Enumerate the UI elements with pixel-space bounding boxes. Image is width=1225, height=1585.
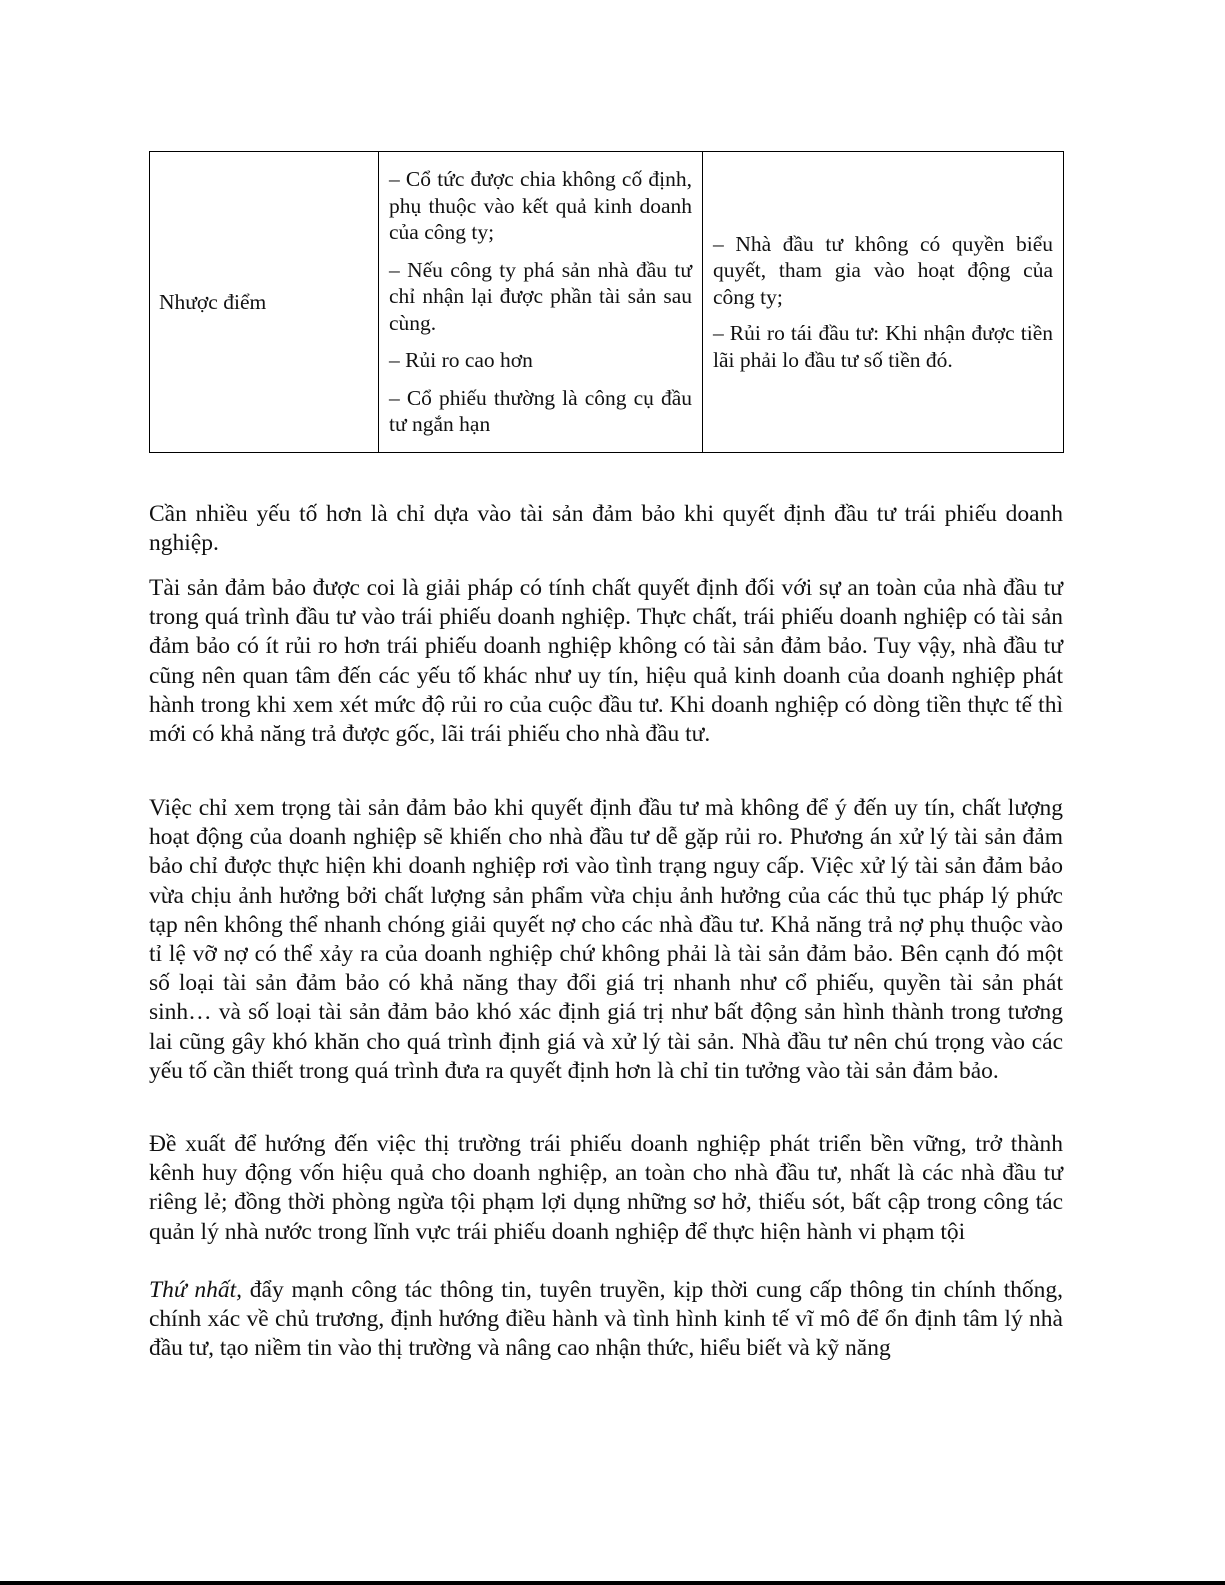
stock-disadvantages-cell — [379, 152, 703, 453]
paragraph-5-text: đẩy mạnh công tác thông tin, tuyên truyền, kịp thời cung cấp thông tin chính thống, chính xác về chủ trương, định hướng điều hành và tình hình kinh tế vĩ mô để ổn định tâm lý nhà đầu tư, tạo niềm tin vào thị trường và nâng cao nhận thức, hiểu biết và kỹ năng — [149, 1277, 1063, 1362]
stock-disadvantage-2: – Nếu công ty phá sản nhà đầu tư chỉ nhận lại được phần tài sản sau cùng. — [389, 257, 692, 335]
stock-disadvantage-3: – Rủi ro cao hơn — [389, 348, 533, 373]
row-label: Nhược điểm — [159, 289, 267, 314]
comparison-table — [149, 151, 1064, 453]
bond-disadvantage-2: – Rủi ro tái đầu tư: Khi nhận được tiền lãi phải lo đầu tư số tiền đó. — [713, 321, 1053, 372]
row-label-cell — [150, 152, 379, 453]
paragraph-1: Cần nhiều yếu tố hơn là chỉ dựa vào tài sản đảm bảo khi quyết định đầu tư trái phiếu doanh nghiệp. — [149, 501, 1063, 557]
stock-disadvantage-4: – Cổ phiếu thường là công cụ đầu tư ngắn hạn — [389, 385, 692, 437]
paragraph-5-lead: Thứ nhất, — [149, 1277, 243, 1303]
bond-disadvantages-cell — [703, 152, 1064, 453]
bottom-border — [0, 1581, 1225, 1585]
paragraph-3: Việc chỉ xem trọng tài sản đảm bảo khi quyết định đầu tư mà không để ý đến uy tín, chất lượng hoạt động của doanh nghiệp sẽ khiến cho nhà đầu tư dễ gặp rủi ro. Phương án xử lý tài sản đảm bảo chỉ được thực hiện khi doanh nghiệp rơi vào tình trạng nguy cấp. Việc xử lý tài sản đảm bảo vừa chịu ảnh hưởng bởi chất lượng sản phẩm vừa chịu ảnh hưởng của các thủ tục pháp lý phức tạp nên không thể nhanh chóng giải quyết nợ cho các nhà đầu tư. Khả năng trả nợ phụ thuộc vào tỉ lệ vỡ nợ có thể xảy ra của doanh nghiệp chứ không phải là tài sản đảm bảo. Bên cạnh đó một số loại tài sản đảm bảo có khả năng thay đổi giá trị nhanh như cổ phiếu, quyền tài sản phát sinh… và số loại tài sản đảm bảo khó xác định giá trị như bất động sản hình thành trong tương lai cũng gây khó khăn cho quá trình định giá và xử lý tài sản. Nhà đầu tư nên chú trọng vào các yếu tố cần thiết trong quá trình đưa ra quyết định hơn là chỉ tin tưởng vào tài sản đảm bảo. — [149, 795, 1063, 1084]
paragraph-5 — [149, 1276, 1063, 1364]
bond-disadvantage-1: – Nhà đầu tư không có quyền biểu quyết, tham gia vào hoạt động của công ty; — [713, 231, 1053, 309]
table-row-disadvantages — [150, 152, 1064, 453]
paragraph-2: Tài sản đảm bảo được coi là giải pháp có tính chất quyết định đối với sự an toàn của nhà đầu tư trong quá trình đầu tư vào trái phiếu doanh nghiệp. Thực chất, trái phiếu doanh nghiệp có tài sản đảm bảo có ít rủi ro hơn trái phiếu doanh nghiệp không có tài sản đảm bảo. Tuy vậy, nhà đầu tư cũng nên quan tâm đến các yếu tố khác như uy tín, hiệu quả kinh doanh của doanh nghiệp phát hành trong khi xem xét mức độ rủi ro của cuộc đầu tư. Khi doanh nghiệp có dòng tiền thực tế thì mới có khả năng trả được gốc, lãi trái phiếu cho nhà đầu tư. — [149, 575, 1063, 748]
paragraph-4: Đề xuất để hướng đến việc thị trường trái phiếu doanh nghiệp phát triển bền vững, trở thành kênh huy động vốn hiệu quả cho doanh nghiệp, an toàn cho nhà đầu tư, nhất là các nhà đầu tư riêng lẻ; đồng thời phòng ngừa tội phạm lợi dụng những sơ hở, thiếu sót, bất cập trong công tác quản lý nhà nước trong lĩnh vực trái phiếu doanh nghiệp để thực hiện hành vi phạm tội — [149, 1131, 1063, 1245]
stock-disadvantage-1: – Cổ tức được chia không cố định, phụ thuộc vào kết quả kinh doanh của công ty; — [389, 167, 692, 245]
